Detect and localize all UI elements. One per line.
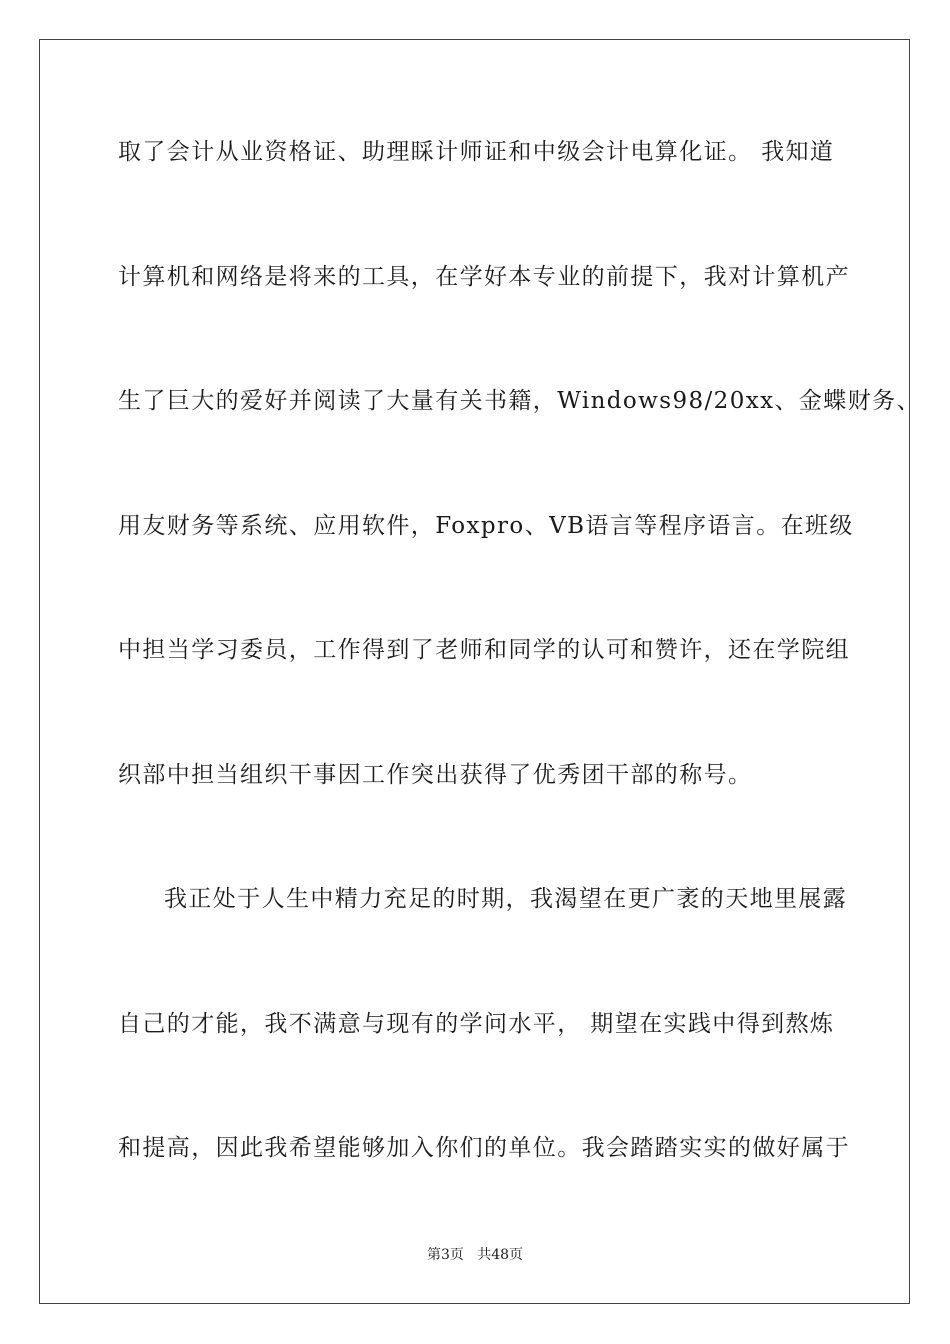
body-text-line: 用友财务等系统、应用软件，Foxpro、VB语言等程序语言。在班级 (118, 513, 854, 539)
page-number-footer: 第3页 共48页 (426, 1247, 524, 1263)
body-text-line: 和提高，因此我希望能够加入你们的单位。我会踏踏实实的做好属于 (118, 1135, 850, 1161)
page-border (39, 39, 921, 1304)
body-text-line: 中担当学习委员，工作得到了老师和同学的认可和赞许，还在学院组 (118, 637, 850, 663)
body-text-line: 自己的才能，我不满意与现有的学问水平， 期望在实践中得到熬炼 (118, 1011, 835, 1037)
body-text-line: 生了巨大的爱好并阅读了大量有关书籍，Windows98/20xx、金蝶财务、 (118, 388, 921, 414)
paragraph-first-line: 我正处于人生中精力充足的时期，我渴望在更广袤的天地里展露 (164, 886, 848, 912)
body-text-line: 取了会计从业资格证、助理睬计师证和中级会计电算化证。 我知道 (118, 139, 835, 165)
body-text-line: 计算机和网络是将来的工具，在学好本专业的前提下，我对计算机产 (118, 264, 850, 290)
body-text-line: 织部中担当组织干事因工作突出获得了优秀团干部的称号。 (118, 762, 753, 788)
